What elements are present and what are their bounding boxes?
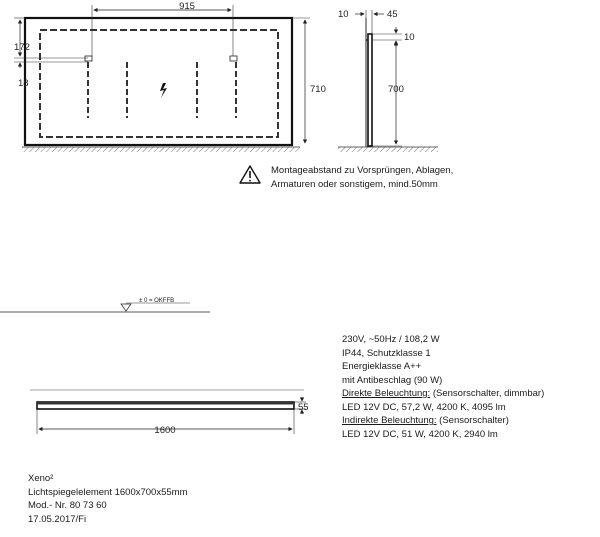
warning-line-1: Montageabstand zu Vorsprüngen, Ablagen, [271,165,454,176]
spec-line: mit Antibeschlag (90 W) [342,374,443,386]
spec-line: Direkte Beleuchtung: (Sensorschalter, dimmbar) [342,388,545,399]
dim-710: 710 [310,84,326,95]
warning-text [271,164,453,191]
mirror-outline [25,18,292,145]
dim-172: 172 [14,42,30,53]
product-description: Lichtspiegelelement 1600x700x55mm [28,486,188,498]
spec-line: 230V, ~50Hz / 108,2 W [342,334,440,345]
dim-1600: 1600 [154,425,176,436]
spec-line: Indirekte Beleuchtung: (Sensorschalter) [342,415,509,426]
side-mirror-profile [368,34,372,146]
spec-label-direct: Direkte Beleuchtung: [342,388,431,399]
product-info [28,472,188,526]
product-name: Xeno² [28,473,54,484]
mount-bracket-left [85,56,92,61]
spec-line: LED 12V DC, 57,2 W, 4200 K, 4095 lm [342,401,506,413]
dim-side-10: 10 [338,9,349,20]
dim-700: 700 [388,84,404,95]
spec-line: IP44, Schutzklasse 1 [342,347,431,359]
mount-bracket-right [230,56,237,61]
floor-label: ± 0 = OKFFB [139,298,175,304]
dim-side-top-10: 10 [404,32,415,43]
dim-18: 18 [18,78,29,89]
top-view [30,390,309,436]
product-model-number: Mod.- Nr. 80 73 60 [28,500,107,511]
spec-list [342,333,544,441]
spec-label-indirect: Indirekte Beleuchtung: [342,415,437,426]
side-floor-hatch [338,147,438,152]
warning-line-2: Armaturen oder sonstigem, mind.50mm [271,178,438,190]
dim-915: 915 [179,1,195,12]
spec-line: Energieklasse A++ [342,361,422,372]
front-floor-hatch [22,147,300,152]
dim-55: 55 [298,402,309,413]
warning-triangle-icon [240,166,260,183]
side-view [338,9,438,152]
product-date: 17.05.2017/Fi [28,513,87,525]
spec-line: LED 12V DC, 51 W, 4200 K, 2940 lm [342,428,498,440]
floor-reference [0,298,210,312]
dim-side-45: 45 [387,9,398,20]
front-view [14,1,326,152]
